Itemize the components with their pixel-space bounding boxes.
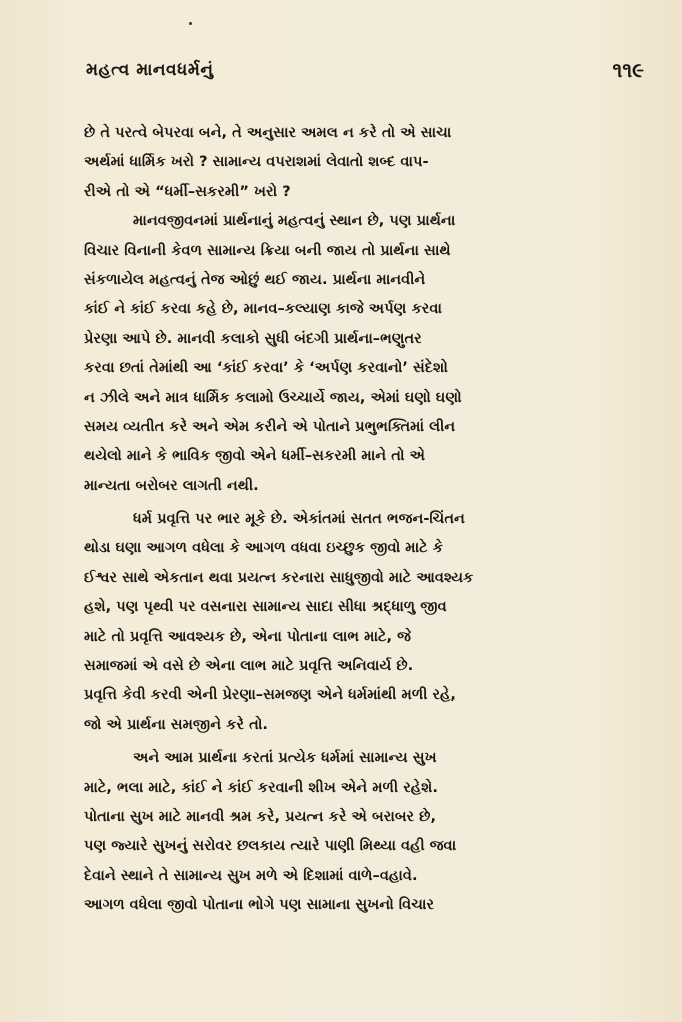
- text-line: માન્યતા બરોબર લાગતી નથી.: [84, 476, 259, 494]
- text-line: હશે, પણ પૃથ્વી પર વસનારા સામાન્ય સાદા સીધા શ્રદ્ધાળુ જીવ: [84, 598, 447, 616]
- text-line: જો એ પ્રાર્થના સમજીને કરે તો.: [84, 715, 268, 733]
- text-line: પ્રવૃત્તિ કેવી કરવી એની પ્રેરણા–સમજણ એને ધર્મમાંથી મળી રહે,: [84, 686, 456, 704]
- paragraph-first-line: ધર્મ પ્રવૃત્તિ પર ભાર મૂકે છે. એકાંતમાં સતત ભજન-ચિંતન: [133, 510, 465, 528]
- text-line: ઈશ્વર સાથે એકતાન થવા પ્રયત્ન કરનારા સાધુજીવો માટે આવશ્યક: [84, 568, 474, 586]
- text-line: સમય વ્યતીત કરે અને એમ કરીને એ પોતાને પ્રભુભક્તિમાં લીન: [84, 417, 456, 435]
- paragraph-first-line: અને આમ પ્રાર્થના કરતાં પ્રત્યેક ધર્મમાં સામાન્ય સુખ: [133, 749, 437, 767]
- text-line: દેવાને સ્થાને તે સામાન્ય સુખ મળે એ દિશામાં વાળે–વહાવે.: [84, 866, 418, 884]
- text-line: ન ઝીલે અને માત્ર ધાર્મિક કલામો ઉચ્ચાર્યે જાય, એમાં ઘણો ઘણો: [84, 388, 462, 406]
- text-line: કરવા છતાં તેમાંથી આ ‘કાંઈ કરવા’ કે ‘અર્પણ કરવાનો’ સંદેશો: [84, 359, 448, 377]
- paragraph-first-line: માનવજીવનમાં પ્રાર્થનાનું મહત્વનું સ્થાન છે, પણ પ્રાર્થના: [133, 212, 456, 230]
- text-line: માટે તો પ્રવૃત્તિ આવશ્યક છે, એના પોતાના લાભ માટે, જે: [84, 627, 411, 645]
- page-body: [84, 118, 648, 920]
- text-line: કાંઈ ને કાંઈ કરવા કહે છે, માનવ–કલ્યાણ કાજે અર્પણ કરવા: [84, 300, 442, 318]
- text-line: પણ જ્યારે સુખનું સરોવર છલકાય ત્યારે પાણી મિથ્યા વહી જવા: [84, 837, 457, 855]
- text-line: પ્રેરણા આપે છે. માનવી કલાકો સુધી બંદગી પ્રાર્થના–ભણુતર: [84, 329, 422, 347]
- text-line: થયેલો માને કે ભાવિક જીવો એને ધર્મી–સકરમી માને તો એ: [84, 447, 426, 465]
- text-line: અર્થમાં ધાર્મિક ખરો ? સામાન્ય વપરાશમાં લેવાતો શબ્દ વાપ-: [84, 153, 429, 171]
- text-line: આગળ વધેલા જીવો પોતાના ભોગે પણ સામાના સુખનો વિચાર: [84, 896, 434, 914]
- text-line: સમાજમાં એ વસે છે એના લાભ માટે પ્રવૃત્તિ અનિવાર્ય છે.: [84, 657, 414, 675]
- text-line: માટે, ભલા માટે, કાંઈ ને કાંઈ કરવાની શીખ એને મળી રહેશે.: [84, 778, 438, 796]
- text-line: રીએ તો એ “ધર્મી–સકરમી” ખરો ?: [84, 182, 291, 200]
- ink-speck: [189, 22, 192, 25]
- page-header: [86, 58, 644, 90]
- text-line: વિચાર વિનાની કેવળ સામાન્ય ક્રિયા બની જાય તો પ્રાર્થના સાથે: [84, 241, 451, 259]
- page-number: ૧૧૯: [612, 58, 644, 82]
- text-line: થોડા ઘણા આગળ વધેલા કે આગળ વધવા ઇચ્છુક જીવો માટે કે: [84, 539, 444, 557]
- running-title: મહત્વ માનવધર્મનું: [86, 60, 214, 80]
- text-line: પોતાના સુખ માટે માનવી શ્રમ કરે, પ્રયત્ન કરે એ બરાબર છે,: [84, 807, 436, 825]
- text-line: છે તે પરત્વે બેપરવા બને, તે અનુસાર અમલ ન કરે તો એ સાચા: [84, 124, 452, 141]
- text-line: સંકળાયેલ મહત્વનું તેજ ઓછું થઈ જાય. પ્રાર્થના માનવીને: [84, 270, 426, 288]
